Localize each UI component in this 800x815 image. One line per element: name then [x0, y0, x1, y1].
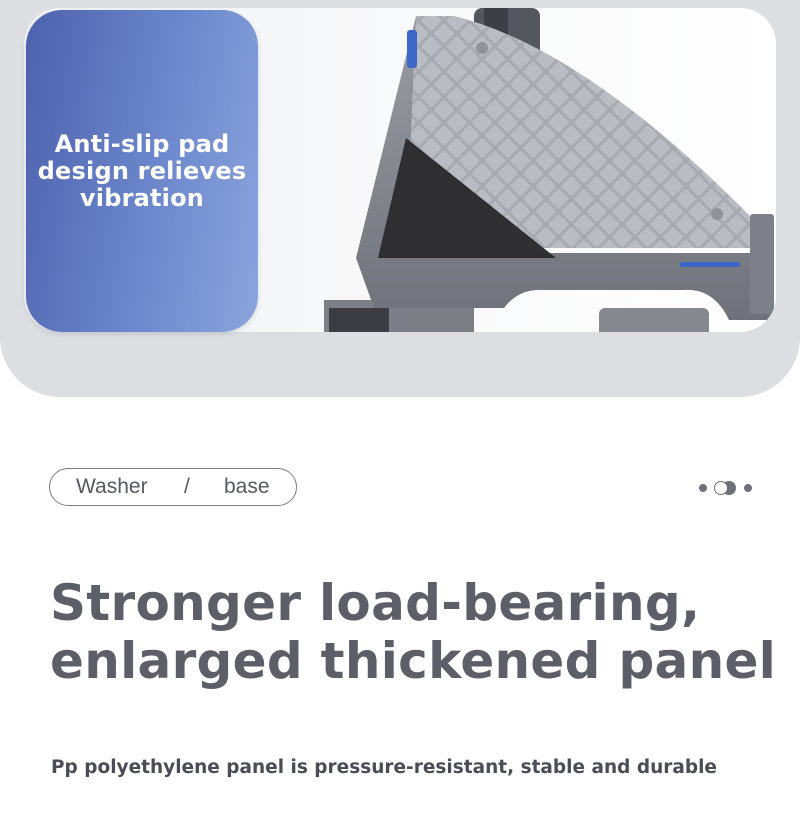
callout-text: Anti-slip pad design relieves vibration	[37, 129, 247, 212]
pager-dot-2[interactable]	[714, 481, 728, 495]
breadcrumb-item-washer: Washer	[76, 475, 148, 498]
page-headline	[50, 574, 790, 690]
pager-dot-1[interactable]	[699, 484, 707, 492]
breadcrumb-item-base: base	[224, 475, 270, 498]
breadcrumb	[49, 468, 297, 506]
headline-line-1: Stronger load-bearing,	[50, 574, 701, 632]
carousel-pager	[696, 478, 756, 498]
pager-dot-4[interactable]	[744, 484, 752, 492]
page-subtitle: Pp polyethylene panel is pressure-resistant, stable and durable	[51, 757, 717, 778]
breadcrumb-separator: /	[184, 475, 190, 498]
feature-callout	[26, 10, 258, 332]
headline-line-2: enlarged thickened panel	[50, 632, 777, 690]
